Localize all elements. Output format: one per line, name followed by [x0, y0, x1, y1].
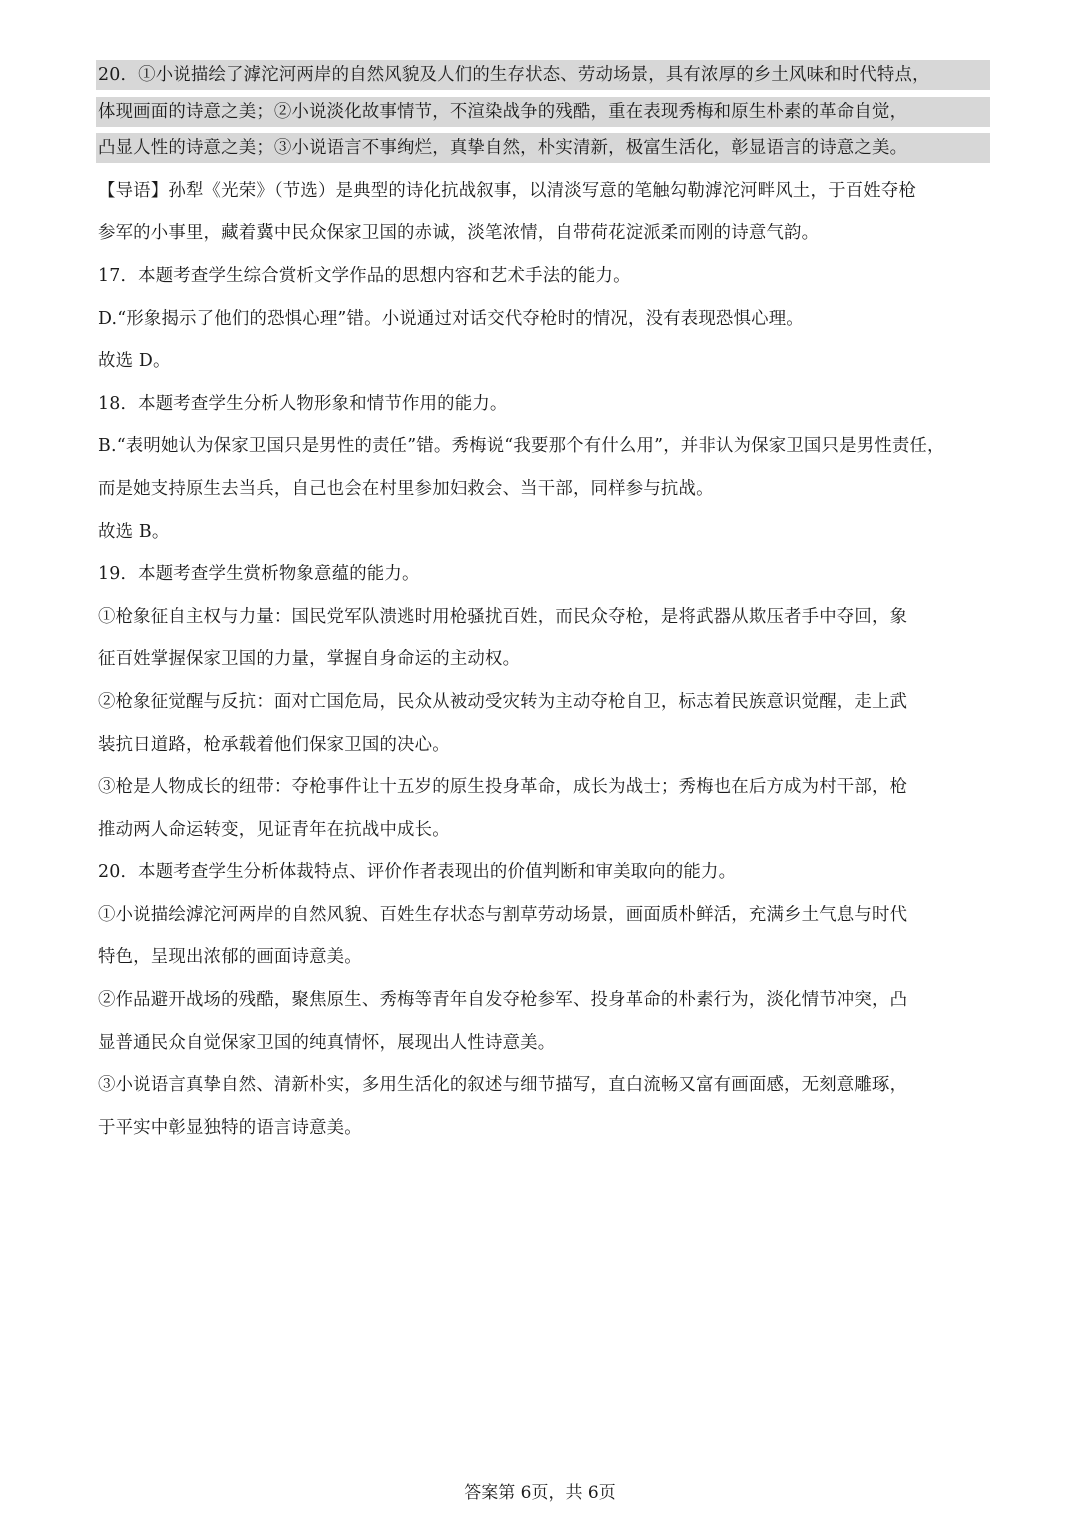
q19-point-3-line-1: ③枪是人物成长的纽带：夺枪事件让十五岁的原生投身革命，成长为战士；秀梅也在后方成为村干部，枪 [98, 777, 908, 798]
highlighted-answer-line-3: 凸显人性的诗意之美；③小说语言不事绚烂，真挚自然，朴实清新，极富生活化，彰显语言的诗意之美。 [96, 133, 990, 163]
intro-line-2: 参军的小事里，藏着冀中民众保家卫国的赤诚，淡笔浓情，自带荷花淀派柔而刚的诗意气韵。 [98, 223, 820, 244]
q18-explanation-line-2: 而是她支持原生去当兵，自己也会在村里参加妇救会、当干部，同样参与抗战。 [98, 478, 714, 499]
q19-heading: 19．本题考查学生赏析物象意蕴的能力。 [98, 564, 420, 585]
intro-line-1: 【导语】孙犁《光荣》（节选）是典型的诗化抗战叙事，以清淡写意的笔触勾勒滹沱河畔风土，于百姓夺枪 [98, 180, 917, 201]
q20-point-3-line-1: ③小说语言真挚自然、清新朴实，多用生活化的叙述与细节描写，直白流畅又富有画面感，无刻意雕琢， [98, 1075, 908, 1096]
q19-point-2-line-1: ②枪象征觉醒与反抗：面对亡国危局，民众从被动受灾转为主动夺枪自卫，标志着民族意识觉醒，走上武 [98, 691, 908, 712]
q20-heading: 20．本题考查学生分析体裁特点、评价作者表现出的价值判断和审美取向的能力。 [98, 862, 737, 883]
q18-explanation-line-1: B.“表明她认为保家卫国只是男性的责任”错。秀梅说“我要那个有什么用”，并非认为保家卫国只是男性责任， [98, 436, 945, 457]
q20-point-2-line-2: 显普通民众自觉保家卫国的纯真情怀，展现出人性诗意美。 [98, 1032, 556, 1053]
q20-point-1-line-2: 特色，呈现出浓郁的画面诗意美。 [98, 947, 362, 968]
highlighted-answer-line-1: 20．①小说描绘了滹沱河两岸的自然风貌及人们的生存状态、劳动场景，具有浓厚的乡土风味和时代特点， [96, 60, 990, 90]
q19-point-3-line-2: 推动两人命运转变，见证青年在抗战中成长。 [98, 819, 450, 840]
q17-answer: 故选 D。 [98, 351, 171, 372]
q20-point-2-line-1: ②作品避开战场的残酷，聚焦原生、秀梅等青年自发夺枪参军、投身革命的朴素行为，淡化情节冲突，凸 [98, 990, 908, 1011]
answer-content [98, 54, 990, 1149]
q20-point-1-line-1: ①小说描绘滹沱河两岸的自然风貌、百姓生存状态与割草劳动场景，画面质朴鲜活，充满乡土气息与时代 [98, 904, 908, 925]
q17-explanation: D.“形象揭示了他们的恐惧心理”错。小说通过对话交代夺枪时的情况，没有表现恐惧心理。 [98, 308, 804, 329]
q18-heading: 18．本题考查学生分析人物形象和情节作用的能力。 [98, 393, 508, 414]
q19-point-1-line-2: 征百姓掌握保家卫国的力量，掌握自身命运的主动权。 [98, 649, 521, 670]
q19-point-2-line-2: 装抗日道路，枪承载着他们保家卫国的决心。 [98, 734, 450, 755]
q17-heading: 17．本题考查学生综合赏析文学作品的思想内容和艺术手法的能力。 [98, 265, 631, 286]
q19-point-1-line-1: ①枪象征自主权与力量：国民党军队溃逃时用枪骚扰百姓，而民众夺枪，是将武器从欺压者手中夺回，象 [98, 606, 908, 627]
q20-point-3-line-2: 于平实中彰显独特的语言诗意美。 [98, 1117, 362, 1138]
page-footer: 答案第 6页，共 6页 [464, 1483, 616, 1503]
q18-answer: 故选 B。 [98, 521, 170, 542]
highlighted-answer-line-2: 体现画面的诗意之美；②小说淡化故事情节，不渲染战争的残酷，重在表现秀梅和原生朴素的革命自觉， [96, 97, 990, 127]
